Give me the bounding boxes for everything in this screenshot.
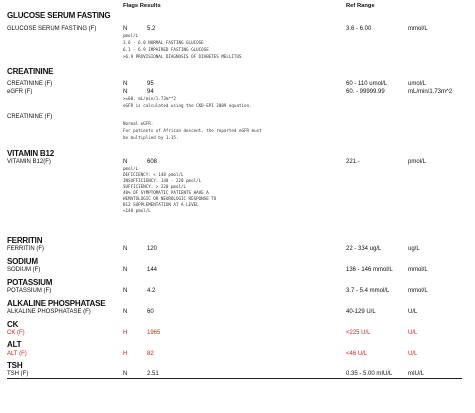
test-name: ALT (F) bbox=[7, 351, 27, 357]
comment-line: For patients of African descent, the reported eGFR must bbox=[123, 128, 262, 133]
test-name: eGFR (F) bbox=[7, 89, 33, 95]
unit: mL/min/1.73m^2 bbox=[408, 89, 453, 95]
test-name: VITAMIN B12(F) bbox=[7, 159, 51, 165]
comment-line: >=60. mL/min/1.73m**2 bbox=[123, 96, 176, 101]
comment-line: SUFFICIENCY: > 220 pmol/L bbox=[123, 184, 187, 189]
ref-range: <46 U/L bbox=[346, 351, 368, 357]
result-flag: N bbox=[123, 246, 128, 252]
section-title: FERRITIN bbox=[7, 236, 43, 245]
comment-line: be multiplied by 1.15. bbox=[123, 135, 179, 140]
result-value: 120 bbox=[147, 246, 158, 252]
result-flag: N bbox=[123, 267, 128, 273]
unit: U/L bbox=[408, 309, 418, 315]
result-value: 94 bbox=[147, 89, 154, 95]
ref-range: 3.7 - 5.4 mmol/L bbox=[346, 288, 390, 294]
comment-line: Normal eGFR. bbox=[123, 121, 154, 126]
ref-range: 0.35 - 5.00 mIU/L bbox=[346, 371, 393, 377]
ref-range: 22 - 334 ug/L bbox=[346, 246, 382, 252]
result-flag: N bbox=[123, 26, 128, 32]
test-name: ALKALINE PHOSPHATASE (F) bbox=[7, 309, 91, 315]
bottom-rule bbox=[7, 378, 462, 379]
comment-line: <148 pmol/L bbox=[123, 208, 151, 213]
ref-range: 60. - 99999.99 bbox=[346, 89, 385, 95]
test-name: TSH (F) bbox=[7, 371, 29, 377]
result-flag: N bbox=[123, 89, 128, 95]
ref-range: 60 - 110 umol/L bbox=[346, 81, 388, 87]
comment-line: 40% OF SYMPTOMATIC PATIENTS HAVE A bbox=[123, 190, 209, 195]
comment-line: 3.6 - 6.0 NORMAL FASTING GLUCOSE bbox=[123, 40, 204, 45]
comment-line: HEMATOLOGIC OR NEUROLOGIC RESPONSE TO bbox=[123, 196, 217, 201]
result-value: 1965 bbox=[147, 330, 161, 336]
test-name: CREATININE (F) bbox=[7, 81, 53, 87]
test-name: POTASSIUM (F) bbox=[7, 288, 52, 294]
unit: U/L bbox=[408, 351, 418, 357]
ref-range: 221.- bbox=[346, 159, 360, 165]
result-value: 4.2 bbox=[147, 288, 156, 294]
section-title: GLUCOSE SERUM FASTING bbox=[7, 11, 111, 20]
unit: ug/L bbox=[408, 246, 420, 252]
ref-range: <225 U/L bbox=[346, 330, 371, 336]
unit: U/L bbox=[408, 330, 418, 336]
result-flag: N bbox=[123, 159, 128, 165]
test-name: CK (F) bbox=[7, 330, 25, 336]
unit: umol/L bbox=[408, 81, 427, 87]
section-title: ALT bbox=[7, 340, 22, 349]
comment-line: pmol/L bbox=[123, 33, 139, 38]
unit: mmol/L bbox=[408, 267, 428, 273]
ref-range: 40-129 U/L bbox=[346, 309, 376, 315]
result-value: 144 bbox=[147, 267, 158, 273]
section-title: VITAMIN B12 bbox=[7, 149, 54, 158]
result-flag: H bbox=[123, 330, 128, 336]
section-title: TSH bbox=[7, 361, 23, 370]
comment-line: INSUFFICIENCY: 148 - 220 pmol/L bbox=[123, 178, 202, 183]
comment-line: DEFICIENCY: < 148 pmol/L bbox=[123, 172, 184, 177]
comment-line: 6.1 - 6.9 IMPAIRED FASTING GLUCOSE bbox=[123, 47, 209, 52]
test-name: GLUCOSE SERUM FASTING (F) bbox=[7, 26, 97, 32]
result-value: 95 bbox=[147, 81, 154, 87]
comment-line: eGFR is calculated using the CKD-EPI 2009 equation. bbox=[123, 103, 252, 108]
section-title: ALKALINE PHOSPHATASE bbox=[7, 299, 106, 308]
test-name: SODIUM (F) bbox=[7, 267, 41, 273]
section-title: SODIUM bbox=[7, 257, 38, 266]
comment-line: B12 SUPPLEMENTATION AT A LEVEL bbox=[123, 202, 199, 207]
comment-line: pmol/L bbox=[123, 166, 139, 171]
result-flag: N bbox=[123, 371, 128, 377]
result-value: 5.2 bbox=[147, 26, 156, 32]
flags-results-header: Flags Results bbox=[123, 3, 161, 9]
section-title: POTASSIUM bbox=[7, 278, 53, 287]
unit: mmol/L bbox=[408, 26, 428, 32]
result-flag: N bbox=[123, 309, 128, 315]
section-title: CREATININE bbox=[7, 67, 54, 76]
result-value: 82 bbox=[147, 351, 154, 357]
test-name: FERRITIN (F) bbox=[7, 246, 44, 252]
result-flag: N bbox=[123, 288, 128, 294]
ref-range: 3.6 - 6.00 bbox=[346, 26, 372, 32]
comment-line: >6.9 PROVISIONAL DIAGNOSIS OF DIABETES MELLITUS bbox=[123, 54, 242, 59]
ref-range-header: Ref Range bbox=[346, 3, 375, 9]
unit: pmol/L bbox=[408, 159, 427, 165]
unit: mmol/L bbox=[408, 288, 428, 294]
result-value: 60 bbox=[147, 309, 154, 315]
ref-range: 136 - 146 mmol/L bbox=[346, 267, 393, 273]
section-title: CK bbox=[7, 320, 19, 329]
result-value: 2.51 bbox=[147, 371, 159, 377]
test-name: CREATININE (F) bbox=[7, 114, 53, 120]
result-flag: H bbox=[123, 351, 128, 357]
result-value: 608 bbox=[147, 159, 158, 165]
result-flag: N bbox=[123, 81, 128, 87]
unit: mIU/L bbox=[408, 371, 425, 377]
